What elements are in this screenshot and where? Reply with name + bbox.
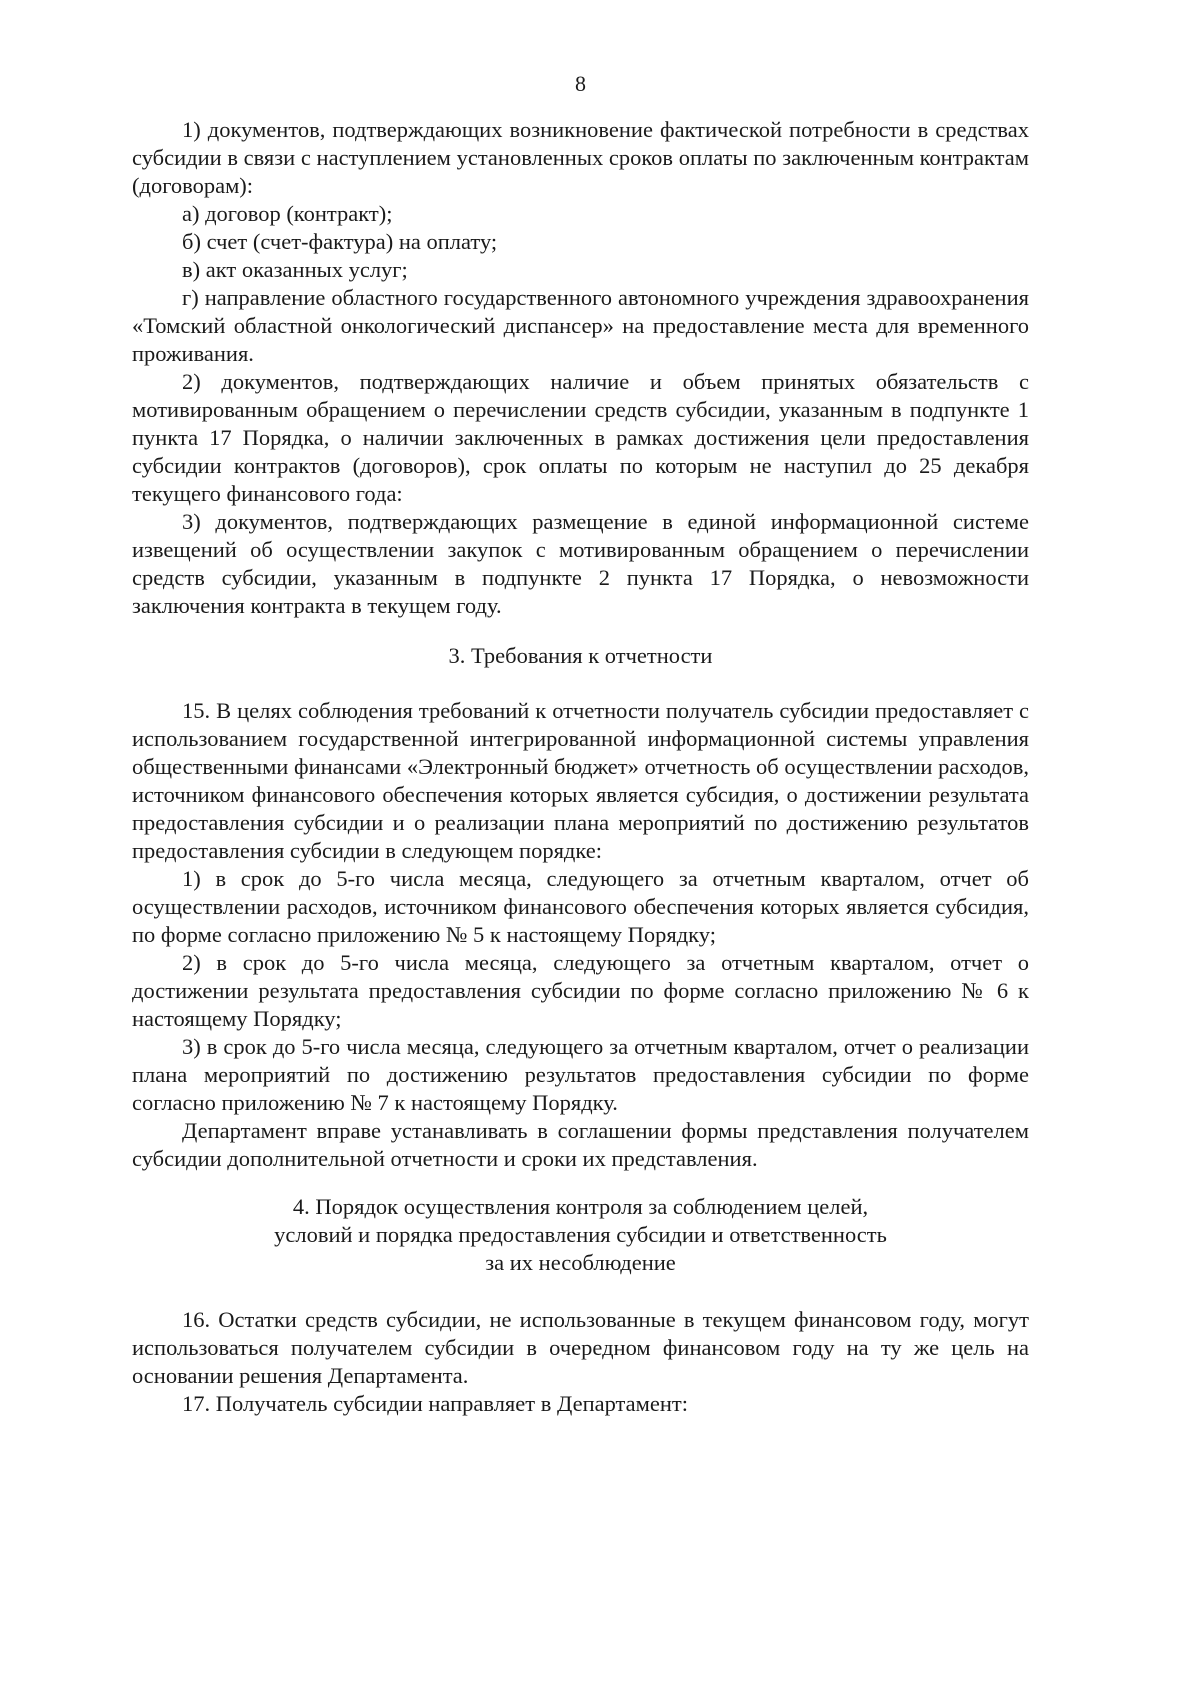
paragraph-15-3: 3) в срок до 5-го числа месяца, следующего за отчетным кварталом, отчет о реализации плана мероприятий по достижению результатов предоставления субсидии по форме согласно приложению № 7 к настоящему Порядку. [132,1034,1029,1115]
paragraph-15-1: 1) в срок до 5-го числа месяца, следующего за отчетным кварталом, отчет об осуществлении расходов, источником финансового обеспечения которых является субсидия, по форме согласно приложению № 5 к настоящему Порядку; [132,866,1029,947]
section-4-heading-line-3: за их несоблюдение [485,1250,676,1275]
paragraph-2-obligations: 2) документов, подтверждающих наличие и объем принятых обязательств с мотивированным обращением о перечислении средств субсидии, указанным в подпункте 1 пункта 17 Порядка, о наличии заключенных в рамках достижения цели предоставления субсидии контрактов (договоров), срок оплаты по которым не наступил до 25 декабря текущего финансового года: [132,369,1029,506]
section-4-heading [132,1193,1029,1277]
paragraph-3-procurement: 3) документов, подтверждающих размещение в единой информационной системе извещений об осуществлении закупок с мотивированным обращением о перечислении средств субсидии, указанным в подпункте 2 пункта 17 Порядка, о невозможности заключения контракта в текущем году. [132,509,1029,618]
paragraph-1b: б) счет (счет-фактура) на оплату; [182,229,498,254]
paragraph-16: 16. Остатки средств субсидии, не использованные в текущем финансовом году, могут использоваться получателем субсидии в очередном финансовом году на ту же цель на основании решения Департамента. [132,1307,1029,1388]
paragraph-15: 15. В целях соблюдения требований к отчетности получатель субсидии предоставляет с использованием государственной интегрированной информационной системы управления общественными финансами «Электронный бюджет» отчетность об осуществлении расходов, источником финансового обеспечения которых является субсидия, о достижении результата предоставления субсидии и о реализации плана мероприятий по достижению результатов предоставления субсидии в следующем порядке: [132,698,1029,863]
paragraph-17: 17. Получатель субсидии направляет в Департамент: [182,1391,688,1416]
paragraph-1g: г) направление областного государственного автономного учреждения здравоохранения «Томский областной онкологический диспансер» на предоставление места для временного проживания. [132,285,1029,366]
paragraph-1-documents-need: 1) документов, подтверждающих возникновение фактической потребности в средствах субсидии в связи с наступлением установленных сроков оплаты по заключенным контрактам (договорам): [132,117,1029,198]
paragraph-department-right: Департамент вправе устанавливать в соглашении формы представления получателем субсидии дополнительной отчетности и сроки их представления. [132,1118,1029,1171]
section-3-heading: 3. Требования к отчетности [448,643,713,668]
paragraph-1v: в) акт оказанных услуг; [182,257,408,282]
paragraph-1a: а) договор (контракт); [182,201,393,226]
page-number: 8 [575,71,586,96]
section-4-heading-line-1: 4. Порядок осуществления контроля за соблюдением целей, [292,1194,869,1219]
document-body [132,116,1029,1418]
section-4-heading-line-2: условий и порядка предоставления субсидии и ответственность [274,1222,887,1247]
paragraph-15-2: 2) в срок до 5-го числа месяца, следующего за отчетным кварталом, отчет о достижении результата предоставления субсидии по форме согласно приложению № 6 к настоящему Порядку; [132,950,1029,1031]
